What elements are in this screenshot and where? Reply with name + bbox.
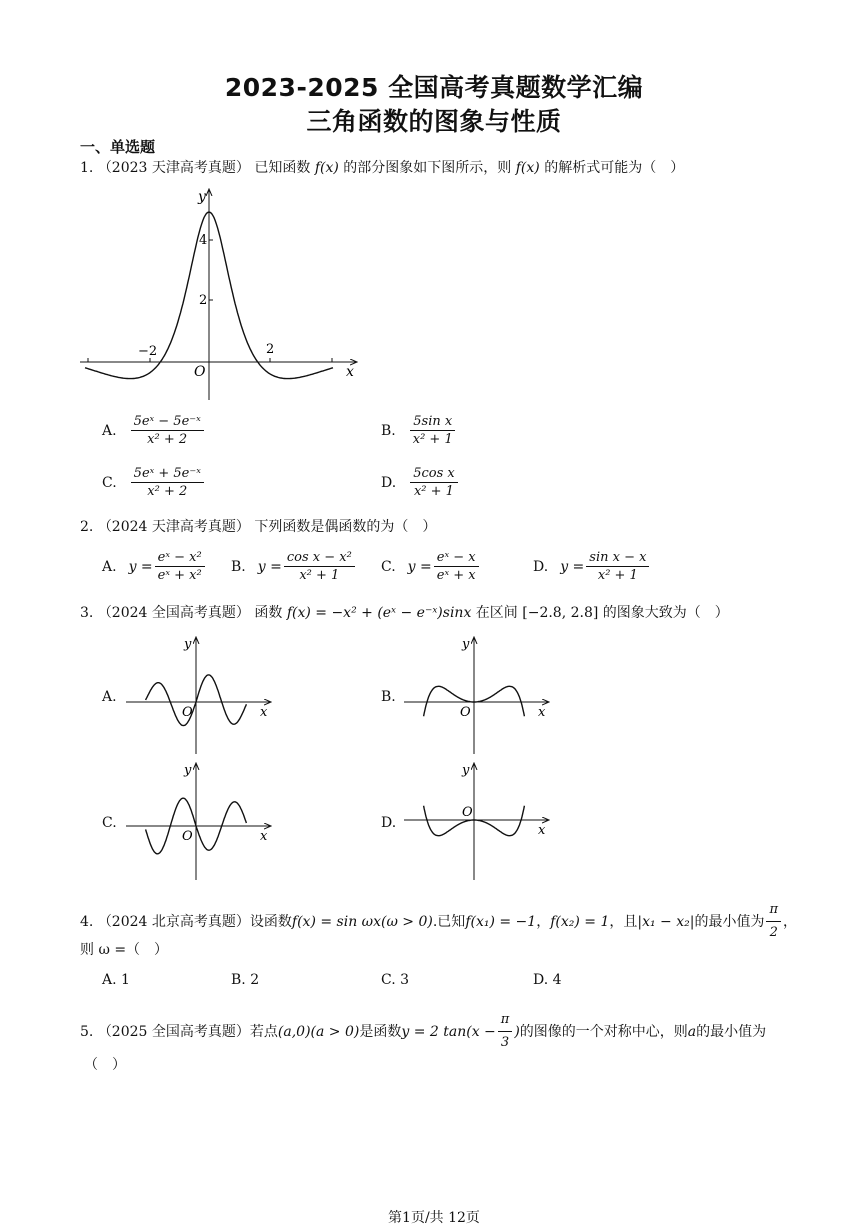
q2-source: （2024 天津高考真题） [97, 519, 250, 535]
q1-text-b: 的部分图象如下图所示，则 [343, 160, 512, 176]
q2-option-b[interactable] [231, 550, 357, 583]
q4-text-a: 设函数 [249, 913, 292, 930]
q2-option-a-lhs: y = [128, 558, 153, 575]
q3-text-a: 函数 [254, 605, 283, 621]
q2-option-c-letter: C. [381, 558, 396, 575]
q1-option-c-fraction [131, 466, 204, 499]
q3c-origin-label: O [182, 829, 193, 844]
q1-x-tick-2: 2 [266, 342, 275, 357]
q1-option-c-den: x² + 2 [147, 484, 188, 499]
q5-frac-den: 3 [500, 1035, 510, 1050]
q3d-x-label: x [538, 823, 546, 838]
q3-option-d-letter[interactable]: D. [381, 815, 397, 831]
q1-option-a-fraction [131, 414, 204, 447]
q4-frac-num: π [766, 900, 781, 922]
q5-text-d: 的最小值为 [696, 1023, 767, 1040]
q2-option-b-num: cos x − x² [284, 550, 355, 567]
q3-source: （2024 全国高考真题） [97, 605, 250, 621]
q3-option-b-graph[interactable] [402, 634, 552, 756]
q4-text-d: 的最小值为 [694, 913, 765, 930]
q3-interval: [−2.8, 2.8] [522, 605, 599, 621]
q4-option-d-value: 4 [552, 972, 562, 988]
q3-option-c-graph[interactable] [124, 760, 274, 882]
q4-text-e: ， [783, 913, 797, 930]
q1-function-graph [78, 186, 368, 404]
q2-option-a-letter: A. [102, 558, 117, 575]
q1-option-c-num: 5eˣ + 5e⁻ˣ [131, 466, 204, 483]
q2-option-d-letter: D. [533, 558, 549, 575]
q4-expr3: f(x₂) = 1 [550, 913, 610, 930]
q3c-x-label: x [260, 829, 268, 844]
q4-option-b-value: 2 [250, 972, 260, 988]
q1-option-d-letter: D. [381, 474, 397, 491]
doc-title-line1: 2023-2025 全国高考真题数学汇编 [224, 73, 644, 102]
q3b-y-label: y [462, 637, 470, 652]
q3-text-b: 在区间 [475, 605, 518, 621]
question-3-stem [80, 603, 729, 623]
q4-text-b: .已知 [432, 913, 466, 930]
q2-option-c-fraction [434, 550, 479, 583]
q5-expr1: (a,0)(a > 0) [277, 1023, 360, 1040]
q2-option-c-lhs: y = [407, 558, 432, 575]
q4-option-b[interactable] [231, 972, 259, 988]
section-heading: 一、单选题 [80, 138, 156, 156]
q3b-origin-label: O [460, 705, 471, 720]
q5-expr2a: y = 2 tan(x − [401, 1023, 496, 1040]
q2-option-d-num: sin x − x [586, 550, 649, 567]
q3-text-c: 的图象大致为（ ） [602, 605, 729, 621]
q1-y-tick-4: 4 [199, 233, 208, 248]
q2-option-a-fraction [155, 550, 205, 583]
q4-expr4: |x₁ − x₂| [637, 913, 695, 930]
q2-option-b-fraction [284, 550, 355, 583]
q2-option-d-den: x² + 1 [597, 568, 638, 583]
q4-option-a-letter: A. [102, 972, 117, 988]
q4-option-c-value: 3 [400, 972, 410, 988]
q2-option-d-fraction [586, 550, 649, 583]
doc-title-line2: 三角函数的图象与性质 [306, 107, 562, 136]
q1-source: （2023 天津高考真题） [97, 160, 250, 176]
q3-number: 3. [80, 605, 94, 621]
q2-text: 下列函数是偶函数的为（ ） [254, 519, 437, 535]
q5-text-a: 若点 [249, 1023, 278, 1040]
q3-expr: f(x) = −x² + (eˣ − e⁻ˣ)sinx [286, 605, 472, 621]
q4-text-c: ，且 [609, 913, 638, 930]
q4-option-d[interactable] [533, 972, 562, 988]
q4-option-d-letter: D. [533, 972, 549, 988]
q3-option-b-letter[interactable]: B. [381, 689, 396, 705]
q4-option-c-letter: C. [381, 972, 396, 988]
q4-option-c[interactable] [381, 972, 409, 988]
q3d-origin-label: O [462, 805, 473, 820]
q1-option-a-num: 5eˣ − 5e⁻ˣ [131, 414, 204, 431]
q2-option-a-den: eˣ + x² [157, 568, 202, 583]
q5-expr2b: ) [514, 1023, 520, 1040]
q1-option-d-fraction [410, 466, 458, 499]
q4-number: 4. [80, 913, 94, 930]
question-2-stem [80, 517, 436, 537]
q5-text-c: 的图像的一个对称中心，则 [519, 1023, 688, 1040]
q1-func: f(x) [314, 160, 339, 176]
q4-line2: 则 ω =（ ） [80, 942, 169, 958]
q2-option-d-lhs: y = [560, 558, 585, 575]
q2-option-a-num: eˣ − x² [155, 550, 205, 567]
q1-option-a-den: x² + 2 [147, 432, 188, 447]
q5-source: （2025 全国高考真题） [97, 1023, 250, 1040]
q5-fraction [498, 1010, 513, 1053]
q4-option-a[interactable] [102, 972, 130, 988]
q1-option-d-den: x² + 1 [413, 484, 454, 499]
q1-x-tick-neg2: −2 [138, 344, 158, 359]
question-4-stem [80, 900, 797, 943]
q1-option-d[interactable] [381, 466, 460, 499]
q3-option-a-graph[interactable] [124, 634, 274, 756]
q1-option-b-den: x² + 1 [412, 432, 453, 447]
q4-source: （2024 北京高考真题） [97, 913, 250, 930]
q3a-origin-label: O [182, 705, 193, 720]
q3-option-c-letter[interactable]: C. [102, 815, 117, 831]
q1-option-d-num: 5cos x [410, 466, 458, 483]
q2-option-b-letter: B. [231, 558, 246, 575]
q2-option-c[interactable] [381, 550, 481, 583]
q1-text-a: 已知函数 [254, 160, 311, 176]
q2-option-d[interactable] [533, 550, 651, 583]
page-footer: 第1页/共 12页 [388, 1210, 480, 1226]
question-5-stem [80, 1010, 766, 1053]
q2-option-b-den: x² + 1 [299, 568, 340, 583]
q5-line2: （ ） [84, 1057, 126, 1073]
question-1-stem [80, 158, 684, 178]
q1-option-c-letter: C. [102, 474, 117, 491]
q1-text-c: 的解析式可能为（ ） [544, 160, 685, 176]
q1-option-b-fraction [410, 414, 456, 447]
q1-option-c[interactable] [102, 466, 206, 499]
q2-option-c-den: eˣ + x [436, 568, 476, 583]
q3a-x-label: x [260, 705, 268, 720]
q4-expr2: f(x₁) = −1 [465, 913, 537, 930]
q4-option-b-letter: B. [231, 972, 246, 988]
q1-origin-label: O [194, 364, 206, 380]
q4-sep: ， [536, 913, 551, 930]
q2-option-c-num: eˣ − x [434, 550, 479, 567]
q1-option-b-num: 5sin x [410, 414, 455, 431]
q3c-y-label: y [184, 763, 192, 778]
q5-number: 5. [80, 1023, 94, 1040]
q1-number: 1. [80, 160, 94, 176]
q1-x-label: x [346, 364, 354, 380]
q1-option-a-letter: A. [102, 422, 117, 439]
q3d-y-label: y [462, 763, 470, 778]
q5-text-b: 是函数 [359, 1023, 402, 1040]
q2-option-a[interactable] [102, 550, 207, 583]
q5-var: a [687, 1023, 697, 1040]
q1-option-a[interactable] [102, 414, 206, 447]
q2-number: 2. [80, 519, 94, 535]
q1-option-b[interactable] [381, 414, 458, 447]
q3-option-a-letter[interactable]: A. [102, 689, 117, 705]
q1-option-b-letter: B. [381, 422, 396, 439]
q1-y-label: y [198, 189, 206, 205]
q1-y-tick-2: 2 [199, 293, 208, 308]
q3-option-d-graph[interactable] [402, 760, 552, 882]
q5-frac-num: π [498, 1010, 513, 1032]
q4-option-a-value: 1 [121, 972, 130, 988]
q4-fraction [766, 900, 781, 943]
q4-frac-den: 2 [769, 925, 778, 940]
q3a-y-label: y [184, 637, 192, 652]
q4-expr1: f(x) = sin ωx(ω > 0) [291, 913, 433, 930]
q1-func-repeat: f(x) [515, 160, 540, 176]
q3b-x-label: x [538, 705, 546, 720]
q2-option-b-lhs: y = [257, 558, 282, 575]
